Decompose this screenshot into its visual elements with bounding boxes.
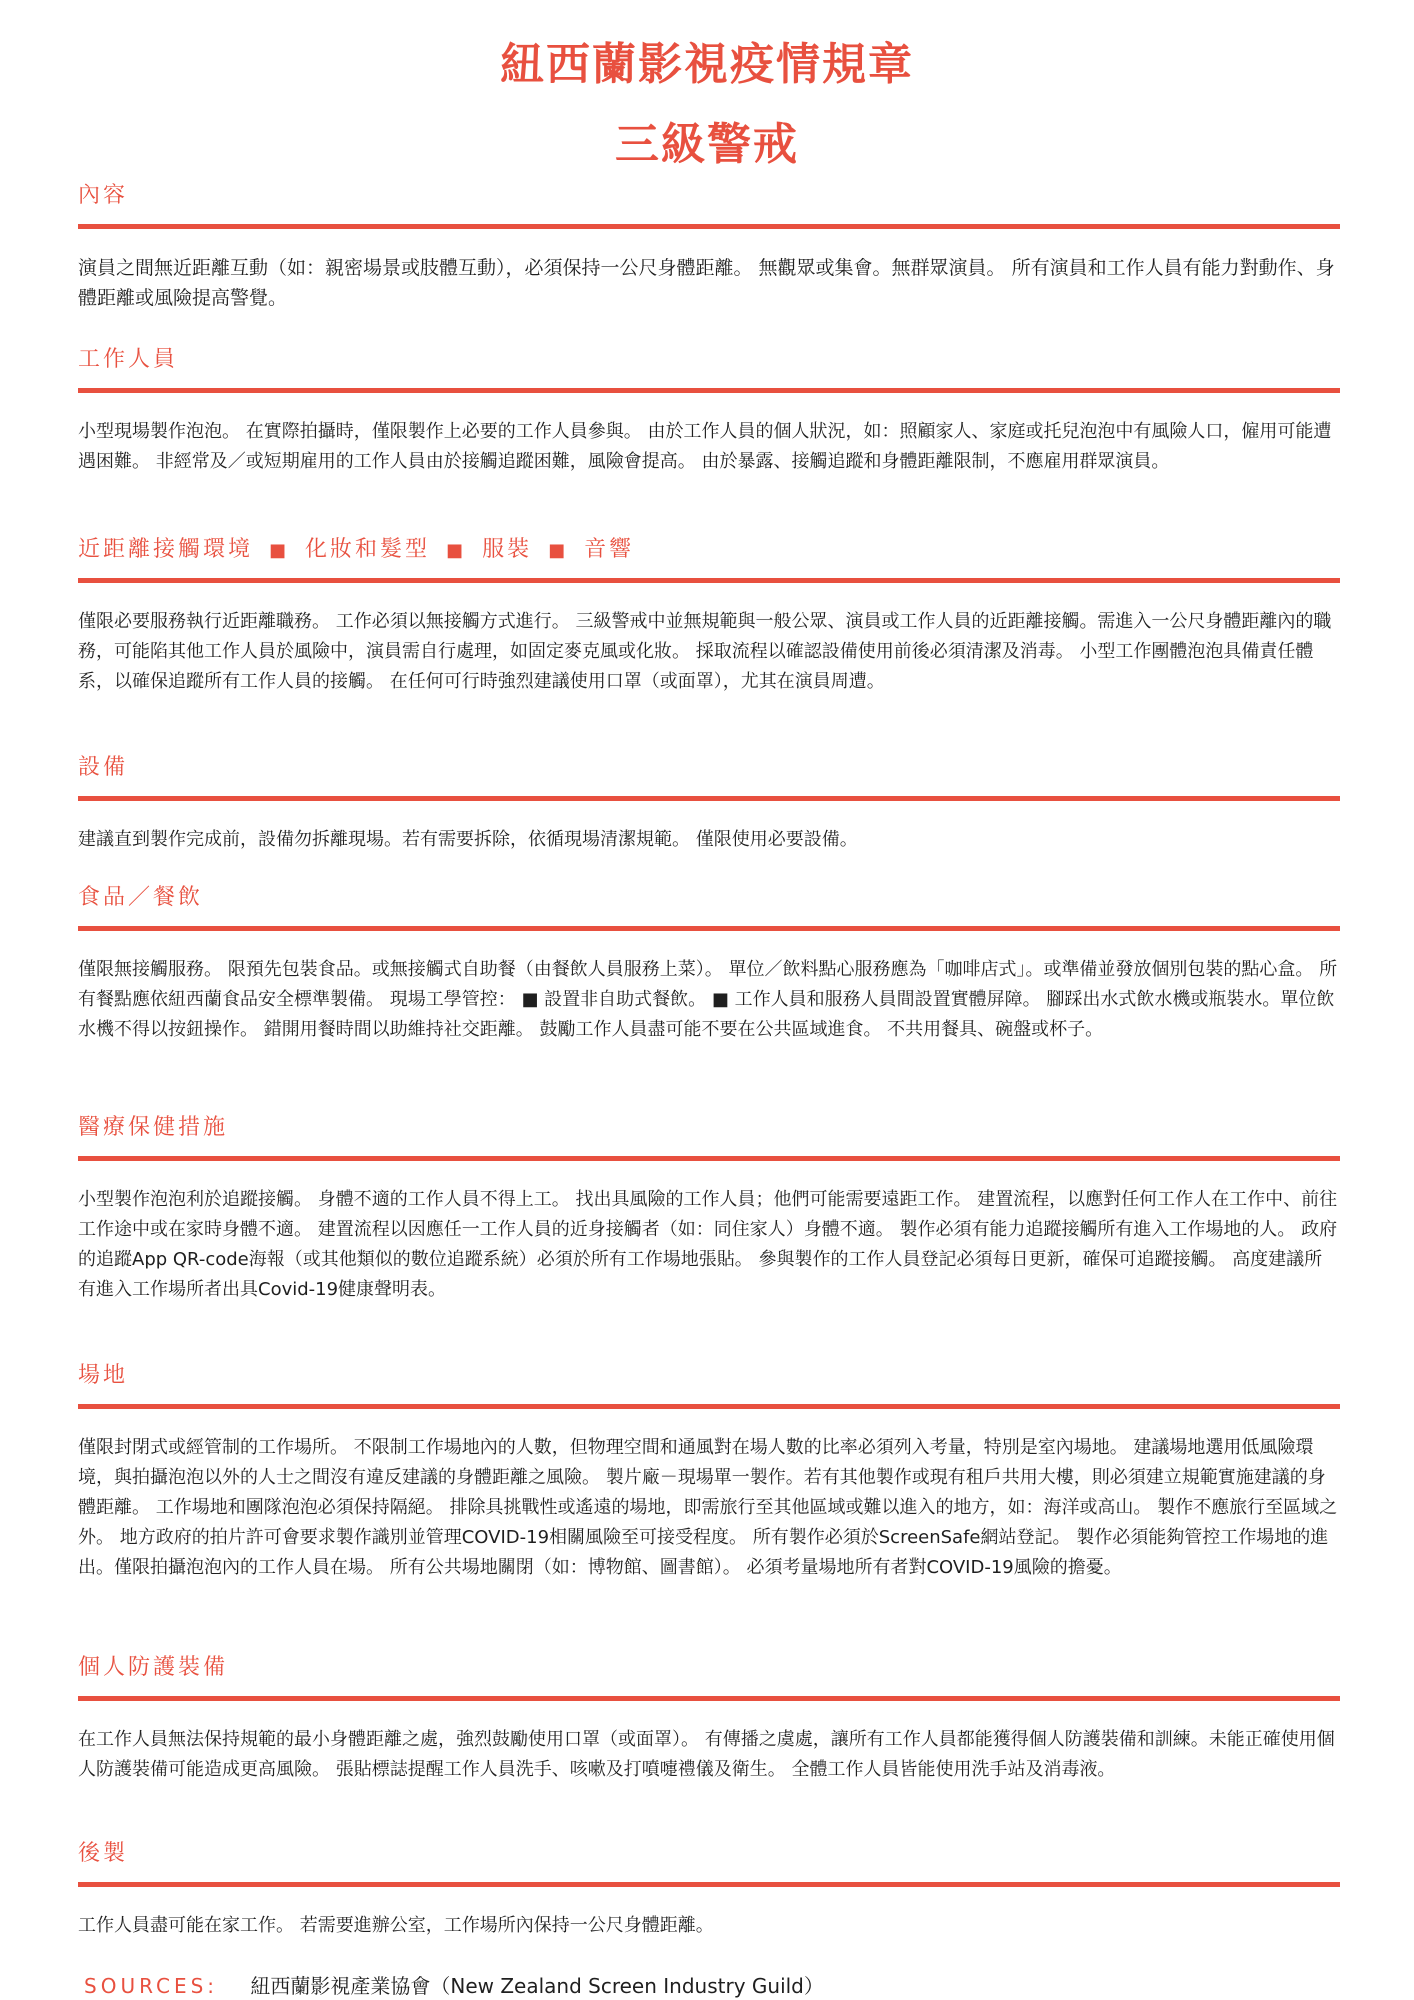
section-divider [78, 224, 1340, 229]
sources-label: SOURCES: [84, 1974, 219, 1998]
square-separator-icon: ■ [446, 540, 467, 561]
section-content [78, 176, 1340, 313]
section-divider [78, 796, 1340, 801]
heading-part-makeup-hair: 化妝和髮型 [305, 537, 431, 562]
section-heading: 醫療保健措施 [78, 1115, 229, 1140]
heading-part-close-contact: 近距離接觸環境 [78, 537, 254, 562]
heading-part-sound: 音響 [584, 537, 635, 562]
sources-line [84, 1970, 824, 1999]
section-body: 工作人員盡可能在家工作。 若需要進辦公室，工作場所內保持一公尺身體距離。 [78, 1915, 714, 1936]
section-body: 建議直到製作完成前，設備勿拆離現場。若有需要拆除，依循現場清潔規範。 僅限使用必要設備。 [78, 829, 858, 850]
section-catering [78, 878, 1340, 1045]
section-venue [78, 1356, 1340, 1583]
section-heading: 工作人員 [78, 347, 179, 372]
sources-text: 紐西蘭影視產業協會（New Zealand Screen Industry Guild） [250, 1974, 824, 1998]
section-close-contact [78, 530, 1340, 697]
section-body: 在工作人員無法保持規範的最小身體距離之處，強烈鼓勵使用口罩（或面罩）。 有傳播之虞處，讓所有工作人員都能獲得個人防護裝備和訓練。未能正確使用個人防護裝備可能造成更高風險。 張貼標誌提醒工作人員洗手、咳嗽及打噴嚏禮儀及衛生。 全體工作人員皆能使用洗手站及消毒液。 [78, 1729, 1335, 1780]
section-heading: 食品／餐飲 [78, 885, 204, 910]
section-heading: 後製 [78, 1841, 129, 1866]
section-heading [78, 530, 1340, 570]
section-divider [78, 1882, 1340, 1887]
section-crew [78, 340, 1340, 477]
section-heading: 內容 [78, 183, 129, 208]
section-divider [78, 1404, 1340, 1409]
section-divider [78, 1156, 1340, 1161]
section-heading: 場地 [78, 1363, 129, 1388]
section-equipment [78, 748, 1340, 855]
section-body: 僅限必要服務執行近距離職務。 工作必須以無接觸方式進行。 三級警戒中並無規範與一般公眾、演員或工作人員的近距離接觸。需進入一公尺身體距離內的職務，可能陷其他工作人員於風險中，演員需自行處理，如固定麥克風或化妝。 採取流程以確認設備使用前後必須清潔及消毒。 小型工作團體泡泡具備責任體系，以確保追蹤所有工作人員的接觸。 在任何可行時強烈建議使用口罩（或面罩），尤其在演員周遭。 [78, 611, 1332, 692]
section-divider [78, 578, 1340, 583]
section-body: 僅限封閉式或經管制的工作場所。 不限制工作場地內的人數，但物理空間和通風對在場人數的比率必須列入考量，特別是室內場地。 建議場地選用低風險環境，與拍攝泡泡以外的人士之間沒有違反建議的身體距離之風險。 製片廠－現場單一製作。若有其他製作或現有租戶共用大樓，則必須建立規範實施建議的身體距離。 工作場地和團隊泡泡必須保持隔絕。 排除具挑戰性或遙遠的場地，即需旅行至其他區域或難以進入的地方，如：海洋或高山。 製作不應旅行至區域之外。 地方政府的拍片許可會要求製作識別並管理COVID-19相關風險至可接受程度。 所有製作必須於ScreenSafe網站登記。 製作必須能夠管控工作場地的進出。僅限拍攝泡泡內的工作人員在場。 所有公共場地關閉（如：博物館、圖書館）。 必須考量場地所有者對COVID-19風險的擔憂。 [78, 1437, 1338, 1578]
section-heading: 設備 [78, 755, 129, 780]
page-title: 紐西蘭影視疫情規章 [500, 39, 914, 90]
section-divider [78, 388, 1340, 393]
section-divider [78, 1696, 1340, 1701]
heading-part-costume: 服裝 [482, 537, 533, 562]
section-heading: 個人防護裝備 [78, 1655, 229, 1680]
section-body: 僅限無接觸服務。 限預先包裝食品。或無接觸式自助餐（由餐飲人員服務上菜）。 單位／飲料點心服務應為「咖啡店式」。或準備並發放個別包裝的點心盒。 所有餐點應依紐西蘭食品安全標準製備。 現場工學管控： ■ 設置非自助式餐飲。 ■ 工作人員和服務人員間設置實體屏障。 腳踩出水式飲水機或瓶裝水。單位飲水機不得以按鈕操作。 錯開用餐時間以助維持社交距離。 鼓勵工作人員盡可能不要在公共區域進食。 不共用餐具、碗盤或杯子。 [78, 959, 1338, 1040]
section-body: 演員之間無近距離互動（如：親密場景或肢體互動），必須保持一公尺身體距離。 無觀眾或集會。無群眾演員。 所有演員和工作人員有能力對動作、身體距離或風險提高警覺。 [78, 257, 1335, 309]
section-divider [78, 926, 1340, 931]
section-post-production [78, 1834, 1340, 1941]
page-subtitle: 三級警戒 [615, 119, 799, 170]
section-body: 小型製作泡泡利於追蹤接觸。 身體不適的工作人員不得上工。 找出具風險的工作人員；他們可能需要遠距工作。 建置流程，以應對任何工作人在工作中、前往工作途中或在家時身體不適。 建置流程以因應任一工作人員的近身接觸者（如：同住家人）身體不適。 製作必須有能力追蹤接觸所有進入工作場地的人。 政府的追蹤App QR-code海報（或其他類似的數位追蹤系統）必須於所有工作場地張貼。 參與製作的工作人員登記必須每日更新，確保可追蹤接觸。 高度建議所有進入工作場所者出具Covid-19健康聲明表。 [78, 1189, 1338, 1300]
section-health [78, 1108, 1340, 1305]
square-separator-icon: ■ [269, 540, 290, 561]
square-separator-icon: ■ [548, 540, 569, 561]
section-ppe [78, 1648, 1340, 1785]
section-body: 小型現場製作泡泡。 在實際拍攝時，僅限製作上必要的工作人員參與。 由於工作人員的個人狀況，如：照顧家人、家庭或托兒泡泡中有風險人口，僱用可能遭遇困難。 非經常及／或短期雇用的工作人員由於接觸追蹤困難，風險會提高。 由於暴露、接觸追蹤和身體距離限制，不應雇用群眾演員。 [78, 421, 1332, 472]
